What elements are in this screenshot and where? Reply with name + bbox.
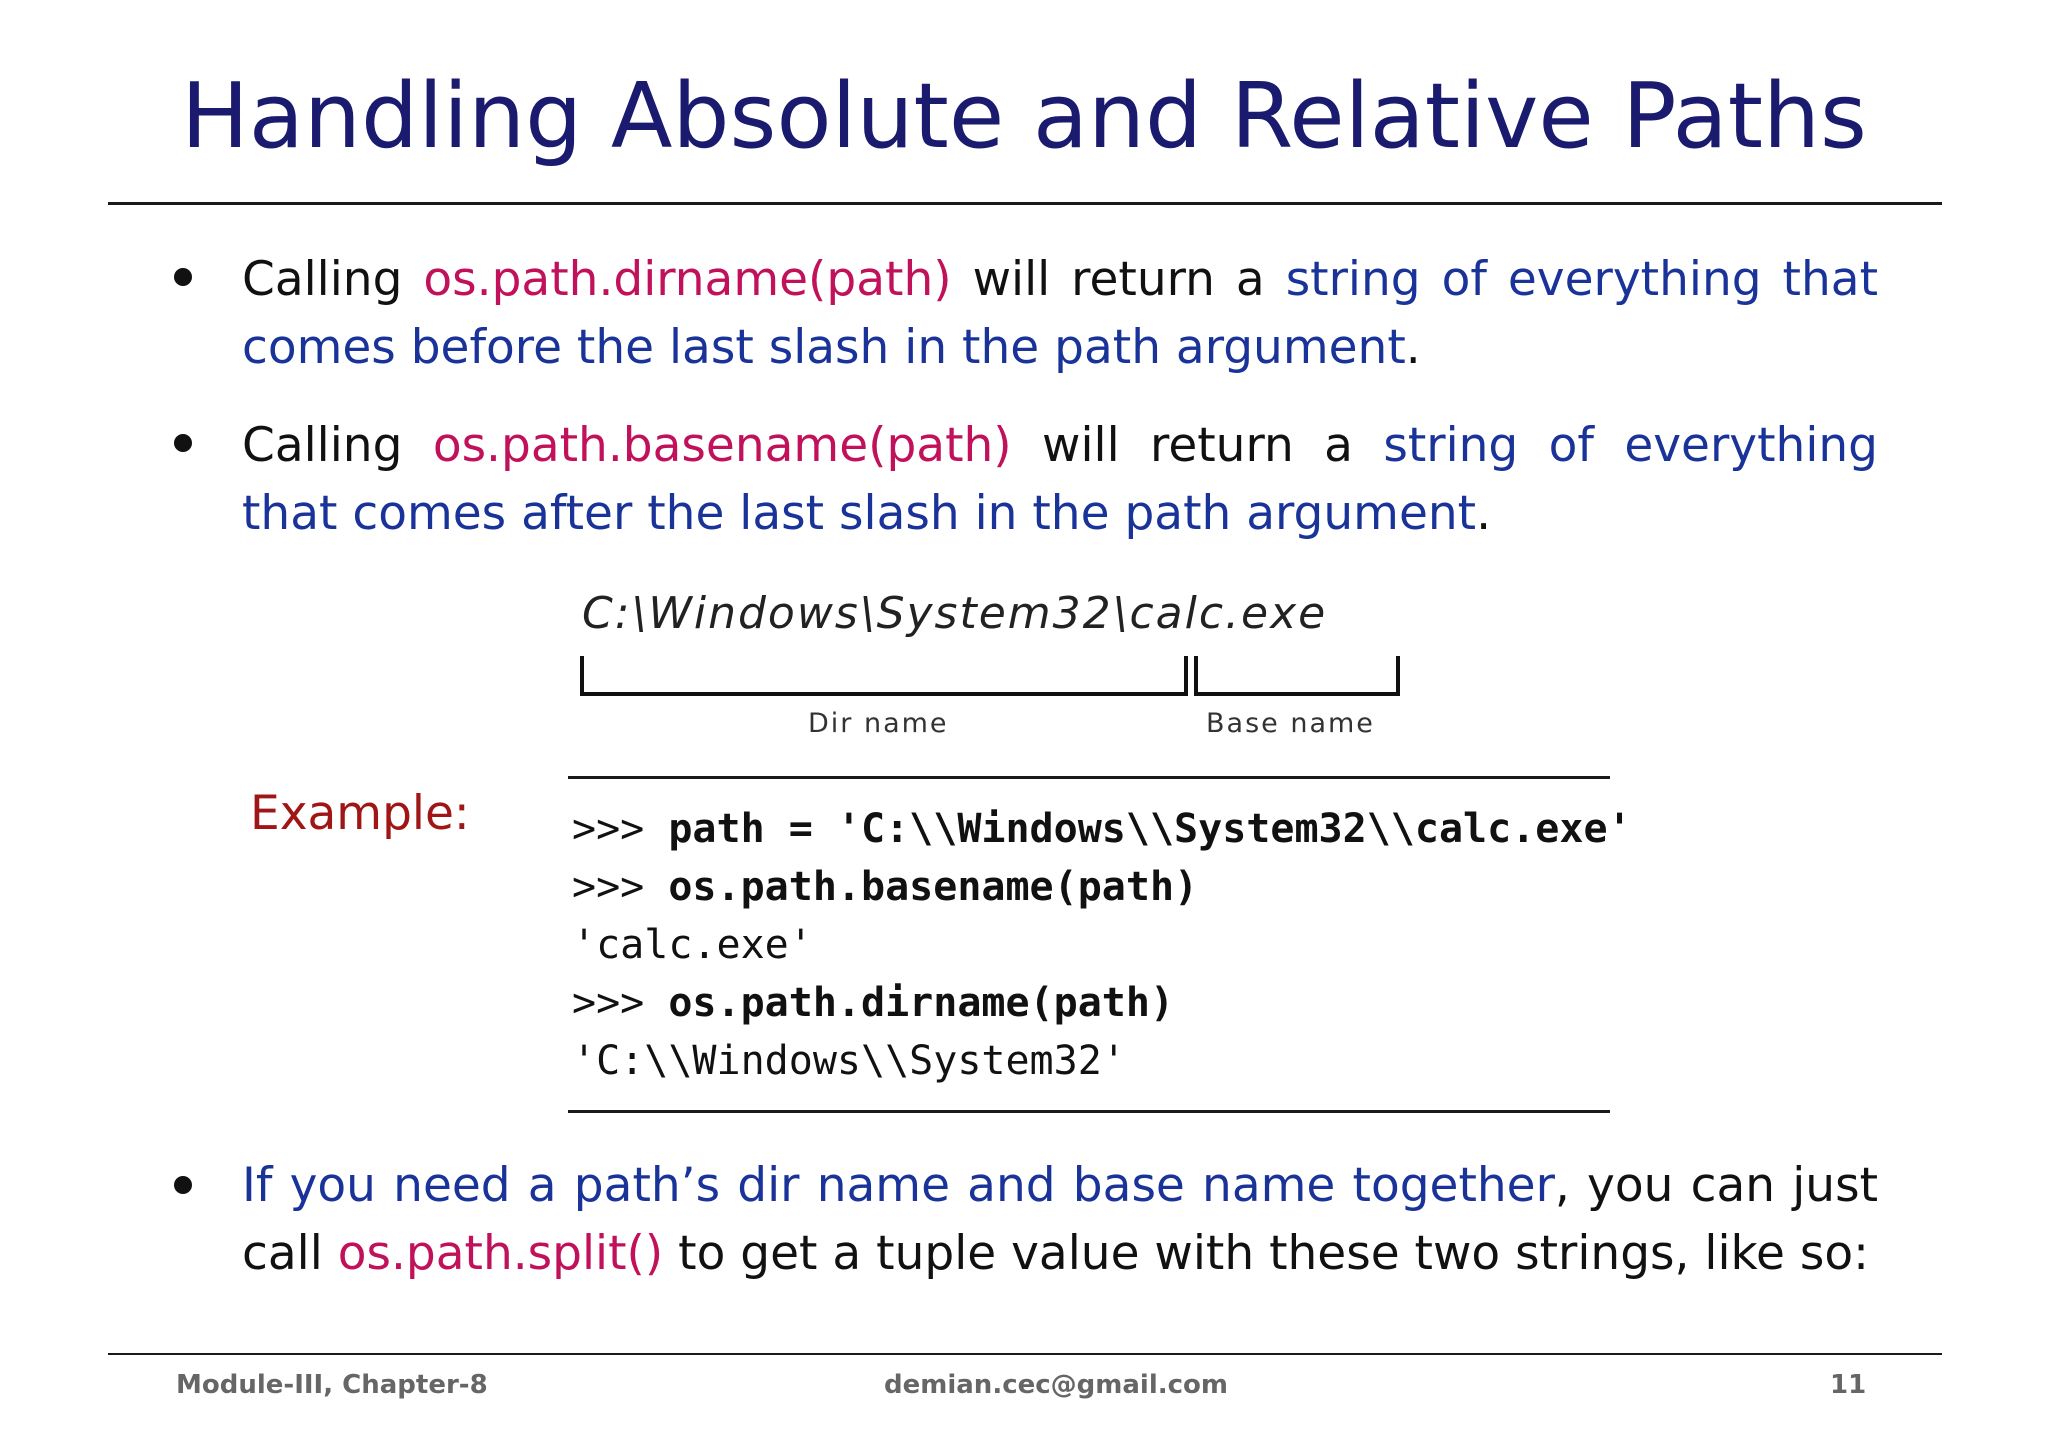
code-line	[572, 864, 1198, 910]
bullet-emphasis: string of everything that comes after the last slash in the path argument	[242, 418, 1879, 541]
slide-title: Handling Absolute and Relative Paths	[181, 64, 1867, 169]
dir-name-label: Dir name	[808, 708, 949, 739]
code-input: os.path.basename(path)	[668, 864, 1199, 910]
code-top-rule	[568, 776, 1610, 779]
code-input: path = 'C:\\Windows\\System32\\calc.exe'	[668, 806, 1632, 852]
footer-email: demian.cec@gmail.com	[884, 1370, 1228, 1400]
bullet-emphasis: If you need a path’s dir name and base name together	[242, 1158, 1555, 1213]
bullet-dot	[174, 1176, 192, 1194]
split-function: os.path.split()	[337, 1226, 664, 1281]
base-name-bracket	[1194, 656, 1400, 696]
bullet-dot	[174, 434, 192, 452]
page-number: 11	[1830, 1370, 1867, 1400]
bullet-prefix: Calling	[242, 252, 424, 307]
path-diagram-text: C:\Windows\System32\calc.exe	[582, 588, 1328, 639]
code-line	[572, 980, 1174, 1026]
bullet-text-dirname	[242, 246, 1878, 382]
bullet-middle: will return a	[1011, 418, 1384, 473]
code-line	[572, 806, 1632, 852]
code-line	[572, 1038, 1126, 1084]
code-bottom-rule	[568, 1110, 1610, 1113]
bullet-dot	[174, 268, 192, 286]
code-input: os.path.dirname(path)	[668, 980, 1175, 1026]
footer-module: Module-III, Chapter-8	[176, 1370, 488, 1400]
dir-name-bracket	[580, 656, 1188, 696]
bullet-prefix: Calling	[242, 418, 433, 473]
code-output: 'C:\\Windows\\System32'	[572, 1038, 1126, 1084]
bullet-suffix: .	[1476, 486, 1492, 541]
example-label: Example:	[250, 786, 470, 841]
bullet-suffix: to get a tuple value with these two strings, like so:	[663, 1226, 1869, 1281]
dirname-function: os.path.dirname(path)	[423, 252, 952, 307]
bullet-middle: will return a	[951, 252, 1286, 307]
footer-divider	[108, 1353, 1942, 1355]
title-divider	[108, 202, 1942, 205]
code-prompt: >>>	[572, 864, 669, 910]
code-line	[572, 922, 813, 968]
bullet-text-split	[242, 1152, 1878, 1288]
code-output: 'calc.exe'	[572, 922, 813, 968]
basename-function: os.path.basename(path)	[432, 418, 1012, 473]
bullet-suffix: .	[1405, 320, 1421, 375]
bullet-emphasis: string of everything that comes before the last slash in the path argument	[242, 252, 1879, 375]
bullet-text-basename	[242, 412, 1878, 548]
code-prompt: >>>	[572, 980, 669, 1026]
base-name-label: Base name	[1206, 708, 1375, 739]
code-prompt: >>>	[572, 806, 669, 852]
bullet-middle: , you can just call	[242, 1158, 1879, 1281]
